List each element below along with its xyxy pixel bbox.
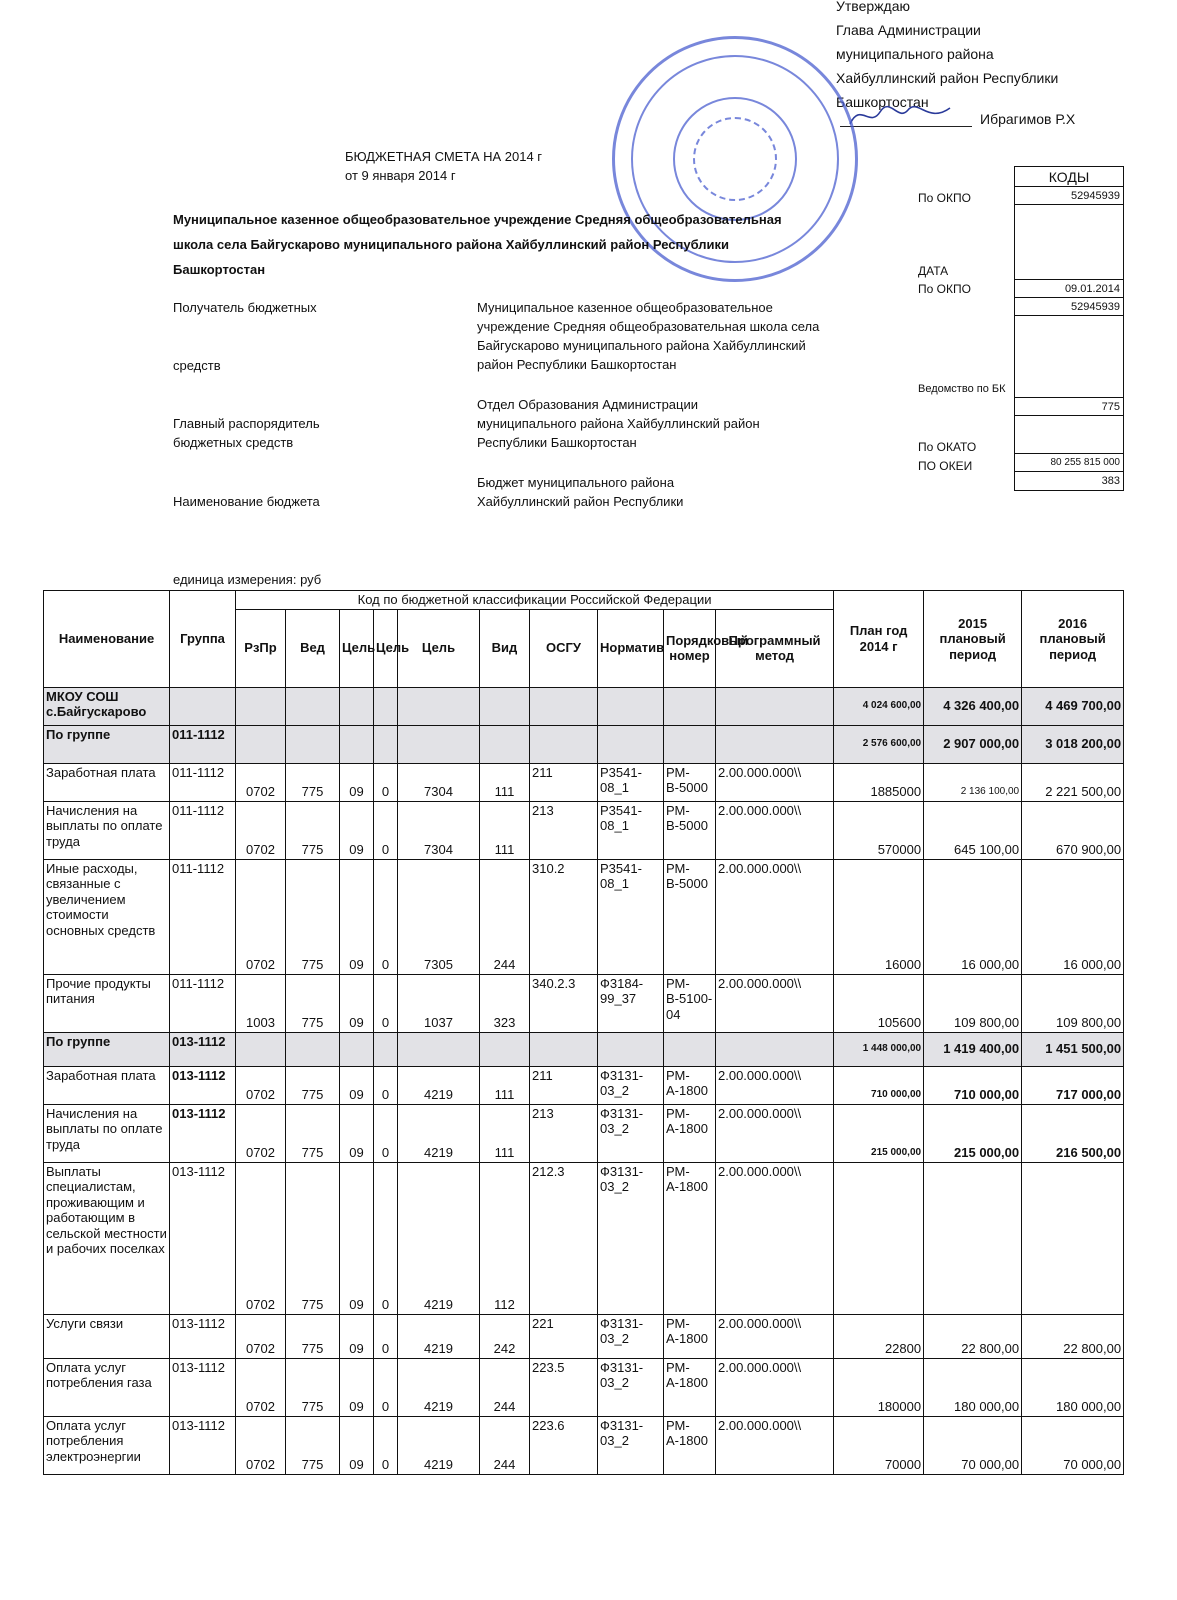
cell-rzpr: 0702 <box>236 1104 286 1162</box>
cell-cel: 7304 <box>398 801 480 859</box>
cell-norm <box>598 1032 664 1066</box>
cell-vid: 111 <box>480 1066 530 1104</box>
cell-name: Заработная плата <box>44 763 170 801</box>
okei-label: ПО ОКЕИ <box>918 459 973 473</box>
cell-ved: 775 <box>286 801 340 859</box>
cell-plan: 1885000 <box>834 763 924 801</box>
cell-cel: 7304 <box>398 763 480 801</box>
budget-value-line: Бюджет муниципального района <box>477 475 675 490</box>
cell-rzpr: 0702 <box>236 859 286 974</box>
codes-blank <box>1015 316 1123 398</box>
manager-value-line: муниципального района Хайбуллинский район <box>477 416 760 431</box>
cell-ved: 775 <box>286 974 340 1032</box>
cell-2016: 2 221 500,00 <box>1022 763 1124 801</box>
cell-osgu: 211 <box>530 763 598 801</box>
cell-name: Оплата услуг потребления газа <box>44 1358 170 1416</box>
seal-emblem <box>693 117 777 201</box>
approval-line-4: Хайбуллинский район Республики <box>836 70 1059 86</box>
cell-order: РМ-А-1800 <box>664 1066 716 1104</box>
cell-group: 013-1112 <box>170 1066 236 1104</box>
cell-group: 013-1112 <box>170 1104 236 1162</box>
cell-cel <box>398 687 480 725</box>
cell-2016: 1 451 500,00 <box>1022 1032 1124 1066</box>
manager-value-line: Республики Башкортостан <box>477 435 637 450</box>
cell-rzpr: 1003 <box>236 974 286 1032</box>
cell-cel: 7305 <box>398 859 480 974</box>
cell-ved: 775 <box>286 1104 340 1162</box>
cell-name: Иные расходы, связанные с увеличением стоимости основных средств <box>44 859 170 974</box>
table-header-row <box>44 591 1124 610</box>
cell-2016 <box>1022 1162 1124 1314</box>
cell-name: Оплата услуг потребления электроэнергии <box>44 1416 170 1474</box>
cell-ved <box>286 687 340 725</box>
cell-plan: 1 448 000,00 <box>834 1032 924 1066</box>
cell-2016: 3 018 200,00 <box>1022 725 1124 763</box>
cell-norm: Р3541-08_1 <box>598 801 664 859</box>
codes-blank <box>1015 416 1123 454</box>
cell-rzpr: 0702 <box>236 1358 286 1416</box>
cell-2015: 70 000,00 <box>924 1416 1022 1474</box>
cell-plan: 105600 <box>834 974 924 1032</box>
cell-method: 2.00.000.000\\ <box>716 801 834 859</box>
col-header-2016: 2016 плановый период <box>1022 591 1124 688</box>
cell-2016: 670 900,00 <box>1022 801 1124 859</box>
table-row <box>44 1162 1124 1314</box>
organization-name-line: школа села Байгускарово муниципального района Хайбуллинский район Республики <box>173 237 730 252</box>
cell-norm: Р3541-08_1 <box>598 859 664 974</box>
cell-osgu <box>530 725 598 763</box>
okato-value: 80 255 815 000 <box>1015 454 1123 472</box>
document-date: от 9 января 2014 г <box>345 168 456 183</box>
cell-ved: 775 <box>286 859 340 974</box>
cell-method: 2.00.000.000\\ <box>716 1104 834 1162</box>
cell-osgu: 221 <box>530 1314 598 1358</box>
cell-osgu: 310.2 <box>530 859 598 974</box>
cell-osgu: 211 <box>530 1066 598 1104</box>
cell-2016: 216 500,00 <box>1022 1104 1124 1162</box>
cell-method: 2.00.000.000\\ <box>716 1358 834 1416</box>
cell-rzpr: 0702 <box>236 801 286 859</box>
codes-table <box>1014 166 1124 491</box>
okpo-value: 52945939 <box>1015 187 1123 205</box>
cell-cel <box>398 1032 480 1066</box>
col-header-cel: Цель <box>398 609 480 687</box>
cell-plan: 70000 <box>834 1416 924 1474</box>
cell-ved <box>286 725 340 763</box>
cell-2015: 109 800,00 <box>924 974 1022 1032</box>
cell-cel: 4219 <box>398 1066 480 1104</box>
cell-group: 011-1112 <box>170 801 236 859</box>
cell-order <box>664 1032 716 1066</box>
department-value: 775 <box>1015 398 1123 416</box>
cell-2016: 180 000,00 <box>1022 1358 1124 1416</box>
cell-cel1 <box>340 687 374 725</box>
cell-osgu: 223.5 <box>530 1358 598 1416</box>
col-header-osgu: ОСГУ <box>530 609 598 687</box>
cell-order: РМ-В-5000 <box>664 763 716 801</box>
cell-order: РМ-В-5100-04 <box>664 974 716 1032</box>
col-header-group: Группа <box>170 591 236 688</box>
col-header-method: Программный метод <box>716 609 834 687</box>
cell-osgu: 213 <box>530 801 598 859</box>
cell-method: 2.00.000.000\\ <box>716 974 834 1032</box>
cell-2016: 16 000,00 <box>1022 859 1124 974</box>
cell-rzpr <box>236 1032 286 1066</box>
cell-norm <box>598 725 664 763</box>
table-row <box>44 1358 1124 1416</box>
cell-cel2: 0 <box>374 1104 398 1162</box>
cell-cel2: 0 <box>374 801 398 859</box>
table-row <box>44 801 1124 859</box>
cell-cel1 <box>340 1032 374 1066</box>
cell-method <box>716 687 834 725</box>
col-header-plan: План год 2014 г <box>834 591 924 688</box>
cell-ved: 775 <box>286 1416 340 1474</box>
manager-label <box>173 414 320 452</box>
organization-name-line: Башкортостан <box>173 262 266 277</box>
cell-2015: 2 136 100,00 <box>924 763 1022 801</box>
cell-vid <box>480 725 530 763</box>
cell-method: 2.00.000.000\\ <box>716 1416 834 1474</box>
okei-value: 383 <box>1101 475 1120 487</box>
recipient-value <box>477 298 819 374</box>
cell-group: 013-1112 <box>170 1416 236 1474</box>
cell-name: МКОУ СОШ с.Байгускарово <box>44 687 170 725</box>
col-header-2015: 2015 плановый период <box>924 591 1022 688</box>
table-group-row <box>44 725 1124 763</box>
cell-cel1: 09 <box>340 974 374 1032</box>
cell-2016: 70 000,00 <box>1022 1416 1124 1474</box>
cell-2015: 16 000,00 <box>924 859 1022 974</box>
table-row <box>44 1066 1124 1104</box>
cell-cel1: 09 <box>340 763 374 801</box>
cell-norm: Р3541-08_1 <box>598 763 664 801</box>
cell-group: 011-1112 <box>170 725 236 763</box>
cell-osgu: 340.2.3 <box>530 974 598 1032</box>
cell-rzpr: 0702 <box>236 1162 286 1314</box>
cell-cel2: 0 <box>374 763 398 801</box>
cell-order: РМ-А-1800 <box>664 1358 716 1416</box>
cell-order: РМ-А-1800 <box>664 1104 716 1162</box>
cell-order: РМ-А-1800 <box>664 1162 716 1314</box>
cell-name: По группе <box>44 1032 170 1066</box>
cell-cel2: 0 <box>374 974 398 1032</box>
cell-cel1: 09 <box>340 1314 374 1358</box>
cell-osgu <box>530 1032 598 1066</box>
cell-norm: Ф3131-03_2 <box>598 1066 664 1104</box>
col-header-cel2: Цель <box>374 609 398 687</box>
organization-name <box>173 207 782 282</box>
cell-plan <box>834 1162 924 1314</box>
budget-value-line: Хайбуллинский район Республики <box>477 494 684 509</box>
cell-osgu <box>530 687 598 725</box>
cell-name: Прочие продукты питания <box>44 974 170 1032</box>
cell-plan: 16000 <box>834 859 924 974</box>
okpo2-label: По ОКПО <box>918 282 971 296</box>
okpo2-value: 52945939 <box>1015 298 1123 316</box>
cell-2016: 717 000,00 <box>1022 1066 1124 1104</box>
cell-cel: 4219 <box>398 1314 480 1358</box>
cell-2015: 180 000,00 <box>924 1358 1022 1416</box>
table-group-row <box>44 1032 1124 1066</box>
signatory-name: Ибрагимов Р.Х <box>980 111 1076 127</box>
cell-plan: 22800 <box>834 1314 924 1358</box>
cell-cel2: 0 <box>374 1416 398 1474</box>
signature-mark <box>846 98 956 132</box>
cell-plan: 570000 <box>834 801 924 859</box>
organization-name-line: Муниципальное казенное общеобразовательное учреждение Средняя общеобразовательная <box>173 212 782 227</box>
cell-vid: 323 <box>480 974 530 1032</box>
cell-vid: 111 <box>480 763 530 801</box>
document-title: БЮДЖЕТНАЯ СМЕТА НА 2014 г <box>345 149 543 164</box>
cell-order: РМ-В-5000 <box>664 801 716 859</box>
cell-group <box>170 687 236 725</box>
cell-cel2: 0 <box>374 1066 398 1104</box>
approval-line-2: Глава Администрации <box>836 22 981 38</box>
col-header-vid: Вид <box>480 609 530 687</box>
cell-2015: 215 000,00 <box>924 1104 1022 1162</box>
cell-method: 2.00.000.000\\ <box>716 763 834 801</box>
unit-of-measure: единица измерения: руб <box>173 572 322 587</box>
cell-cel1: 09 <box>340 1162 374 1314</box>
manager-label-line: бюджетных средств <box>173 435 294 450</box>
cell-vid: 111 <box>480 1104 530 1162</box>
cell-vid <box>480 687 530 725</box>
approval-line-3: муниципального района <box>836 46 994 62</box>
cell-rzpr: 0702 <box>236 1066 286 1104</box>
cell-group: 011-1112 <box>170 974 236 1032</box>
cell-cel: 4219 <box>398 1162 480 1314</box>
manager-value-line: Отдел Образования Администрации <box>477 397 698 412</box>
cell-cel: 4219 <box>398 1358 480 1416</box>
cell-2015: 4 326 400,00 <box>924 687 1022 725</box>
cell-group: 013-1112 <box>170 1162 236 1314</box>
cell-name: Начисления на выплаты по оплате труда <box>44 801 170 859</box>
codes-blank <box>1015 205 1123 280</box>
approval-block <box>836 0 1058 114</box>
table-row <box>44 1416 1124 1474</box>
cell-ved: 775 <box>286 1162 340 1314</box>
cell-osgu: 223.6 <box>530 1416 598 1474</box>
date-value: 09.01.2014 <box>1015 280 1123 298</box>
cell-order: РМ-А-1800 <box>664 1416 716 1474</box>
cell-method <box>716 725 834 763</box>
cell-vid: 112 <box>480 1162 530 1314</box>
cell-cel1 <box>340 725 374 763</box>
cell-2015: 2 907 000,00 <box>924 725 1022 763</box>
approval-line-1: Утверждаю <box>836 0 910 14</box>
cell-method <box>716 1032 834 1066</box>
cell-group: 011-1112 <box>170 763 236 801</box>
cell-name: Заработная плата <box>44 1066 170 1104</box>
cell-cel: 1037 <box>398 974 480 1032</box>
cell-plan: 710 000,00 <box>834 1066 924 1104</box>
cell-cel2: 0 <box>374 859 398 974</box>
cell-2015: 710 000,00 <box>924 1066 1022 1104</box>
approval-line-5: Башкортостан <box>836 94 929 110</box>
cell-osgu: 213 <box>530 1104 598 1162</box>
table-row <box>44 859 1124 974</box>
cell-norm <box>598 687 664 725</box>
cell-name: Выплаты специалистам, проживающим и работающим в сельской местности и рабочих поселках <box>44 1162 170 1314</box>
cell-vid: 244 <box>480 859 530 974</box>
cell-group: 011-1112 <box>170 859 236 974</box>
cell-ved: 775 <box>286 1358 340 1416</box>
cell-cel1: 09 <box>340 1066 374 1104</box>
date-label: ДАТА <box>918 264 949 278</box>
col-header-order: Порядковый номер <box>664 609 716 687</box>
cell-order: РМ-В-5000 <box>664 859 716 974</box>
cell-2015 <box>924 1162 1022 1314</box>
cell-vid <box>480 1032 530 1066</box>
cell-vid: 242 <box>480 1314 530 1358</box>
cell-rzpr <box>236 687 286 725</box>
cell-rzpr <box>236 725 286 763</box>
cell-rzpr: 0702 <box>236 1314 286 1358</box>
col-header-norm: Норматив <box>598 609 664 687</box>
table-group-row <box>44 687 1124 725</box>
cell-order: РМ-А-1800 <box>664 1314 716 1358</box>
recipient-value-line: учреждение Средняя общеобразовательная школа села <box>477 319 820 334</box>
cell-plan: 215 000,00 <box>834 1104 924 1162</box>
budget-value <box>477 473 683 511</box>
cell-method: 2.00.000.000\\ <box>716 1162 834 1314</box>
table-row <box>44 1104 1124 1162</box>
table-row <box>44 974 1124 1032</box>
cell-cel: 4219 <box>398 1104 480 1162</box>
recipient-label: средств <box>173 358 221 373</box>
cell-cel2 <box>374 725 398 763</box>
cell-2015: 22 800,00 <box>924 1314 1022 1358</box>
cell-cel1: 09 <box>340 1416 374 1474</box>
cell-plan: 4 024 600,00 <box>834 687 924 725</box>
cell-plan: 180000 <box>834 1358 924 1416</box>
col-header-ved: Вед <box>286 609 340 687</box>
col-header-name: Наименование <box>44 591 170 688</box>
manager-value <box>477 395 760 452</box>
cell-cel1: 09 <box>340 801 374 859</box>
cell-2016: 22 800,00 <box>1022 1314 1124 1358</box>
cell-cel1: 09 <box>340 1358 374 1416</box>
cell-ved <box>286 1032 340 1066</box>
cell-cel1: 09 <box>340 859 374 974</box>
cell-2016: 4 469 700,00 <box>1022 687 1124 725</box>
cell-rzpr: 0702 <box>236 763 286 801</box>
cell-cel: 4219 <box>398 1416 480 1474</box>
cell-2016: 109 800,00 <box>1022 974 1124 1032</box>
cell-cel1: 09 <box>340 1104 374 1162</box>
cell-order <box>664 687 716 725</box>
okpo-label: По ОКПО <box>918 191 971 205</box>
cell-group: 013-1112 <box>170 1358 236 1416</box>
cell-norm: Ф3131-03_2 <box>598 1416 664 1474</box>
cell-order <box>664 725 716 763</box>
cell-name: Начисления на выплаты по оплате труда <box>44 1104 170 1162</box>
cell-rzpr: 0702 <box>236 1416 286 1474</box>
cell-norm: Ф3131-03_2 <box>598 1104 664 1162</box>
budget-table <box>43 590 1124 1475</box>
manager-label-line: Главный распорядитель <box>173 416 320 431</box>
table-row <box>44 1314 1124 1358</box>
cell-method: 2.00.000.000\\ <box>716 1314 834 1358</box>
cell-method: 2.00.000.000\\ <box>716 1066 834 1104</box>
cell-name: По группе <box>44 725 170 763</box>
table-row <box>44 763 1124 801</box>
col-header-cel1: Цель <box>340 609 374 687</box>
okato-label: По ОКАТО <box>918 440 977 454</box>
recipient-label: Получатель бюджетных <box>173 300 317 315</box>
cell-ved: 775 <box>286 1066 340 1104</box>
cell-plan: 2 576 600,00 <box>834 725 924 763</box>
col-header-classification: Код по бюджетной классификации Российской Федерации <box>236 591 834 610</box>
cell-cel2 <box>374 687 398 725</box>
cell-osgu: 212.3 <box>530 1162 598 1314</box>
cell-vid: 111 <box>480 801 530 859</box>
cell-cel2: 0 <box>374 1358 398 1416</box>
cell-cel2: 0 <box>374 1314 398 1358</box>
cell-norm: Ф3131-03_2 <box>598 1358 664 1416</box>
cell-2015: 1 419 400,00 <box>924 1032 1022 1066</box>
cell-cel2: 0 <box>374 1162 398 1314</box>
cell-norm: Ф3184-99_37 <box>598 974 664 1032</box>
department-label: Ведомство по БК <box>918 383 1006 395</box>
cell-cel2 <box>374 1032 398 1066</box>
cell-cel <box>398 725 480 763</box>
cell-method: 2.00.000.000\\ <box>716 859 834 974</box>
cell-group: 013-1112 <box>170 1314 236 1358</box>
cell-ved: 775 <box>286 763 340 801</box>
cell-group: 013-1112 <box>170 1032 236 1066</box>
codes-header: КОДЫ <box>1015 167 1123 187</box>
recipient-value-line: Байгускарово муниципального района Хайбуллинский <box>477 338 806 353</box>
cell-norm: Ф3131-03_2 <box>598 1314 664 1358</box>
recipient-value-line: район Республики Башкортостан <box>477 357 677 372</box>
cell-vid: 244 <box>480 1416 530 1474</box>
cell-2015: 645 100,00 <box>924 801 1022 859</box>
col-header-rzpr: РзПр <box>236 609 286 687</box>
cell-norm: Ф3131-03_2 <box>598 1162 664 1314</box>
recipient-value-line: Муниципальное казенное общеобразовательное <box>477 300 773 315</box>
cell-name: Услуги связи <box>44 1314 170 1358</box>
cell-ved: 775 <box>286 1314 340 1358</box>
cell-vid: 244 <box>480 1358 530 1416</box>
budget-label: Наименование бюджета <box>173 494 320 509</box>
